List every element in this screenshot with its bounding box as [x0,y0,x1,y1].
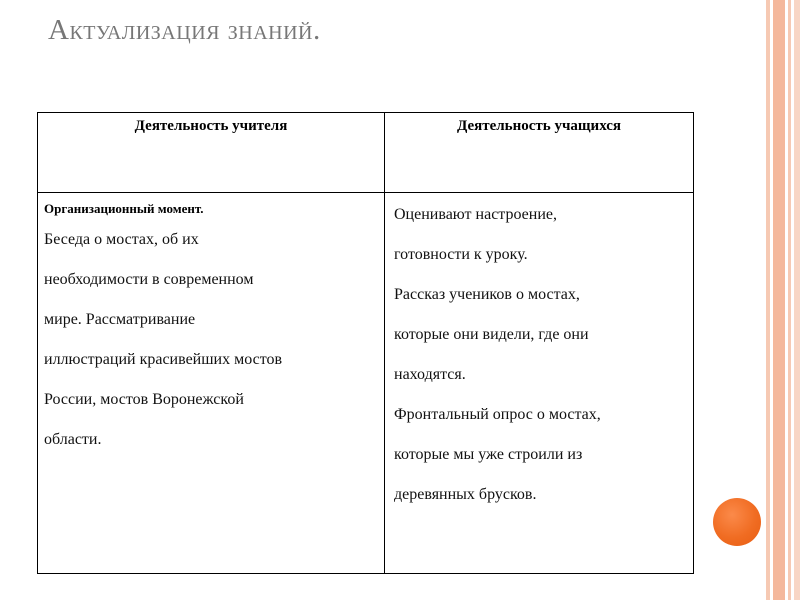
text-line: необходимости в современном [44,271,254,288]
activity-table [37,112,694,574]
text-line: России, мостов Воронежской [44,391,244,408]
decorative-border-stripe [773,0,785,600]
text-line: Беседа о мостах, об их [44,231,199,248]
text-line: находятся. [394,366,466,383]
text-line: деревянных брусков. [394,486,537,503]
slide-title: Актуализация знаний. [48,14,321,46]
teacher-activity-header: Деятельность учителя [38,113,385,193]
decorative-border-stripe [788,0,791,600]
text-line: готовности к уроку. [394,246,528,263]
table-row [38,193,694,574]
table-header-row [38,113,694,193]
text-line: иллюстраций красивейших мостов [44,351,283,368]
teacher-activity-text [44,220,379,460]
text-line: Фронтальный опрос о мостах, [394,406,601,423]
text-line: мире. Рассматривание [44,311,196,328]
decorative-border-stripe [766,0,770,600]
students-activity-text [386,194,692,515]
text-line: которые мы уже строили из [394,446,583,463]
decorative-border-stripe [794,0,800,600]
students-activity-cell [385,193,694,574]
organizational-moment-heading: Организационный момент. [44,201,204,216]
orange-circle-decoration [713,498,761,546]
text-line: Рассказ учеников о мостах, [394,286,580,303]
students-activity-header: Деятельность учащихся [385,113,694,193]
text-line: области. [44,431,102,448]
text-line: Оценивают настроение, [394,206,557,223]
teacher-activity-cell [38,193,385,574]
text-line: которые они видели, где они [394,326,589,343]
